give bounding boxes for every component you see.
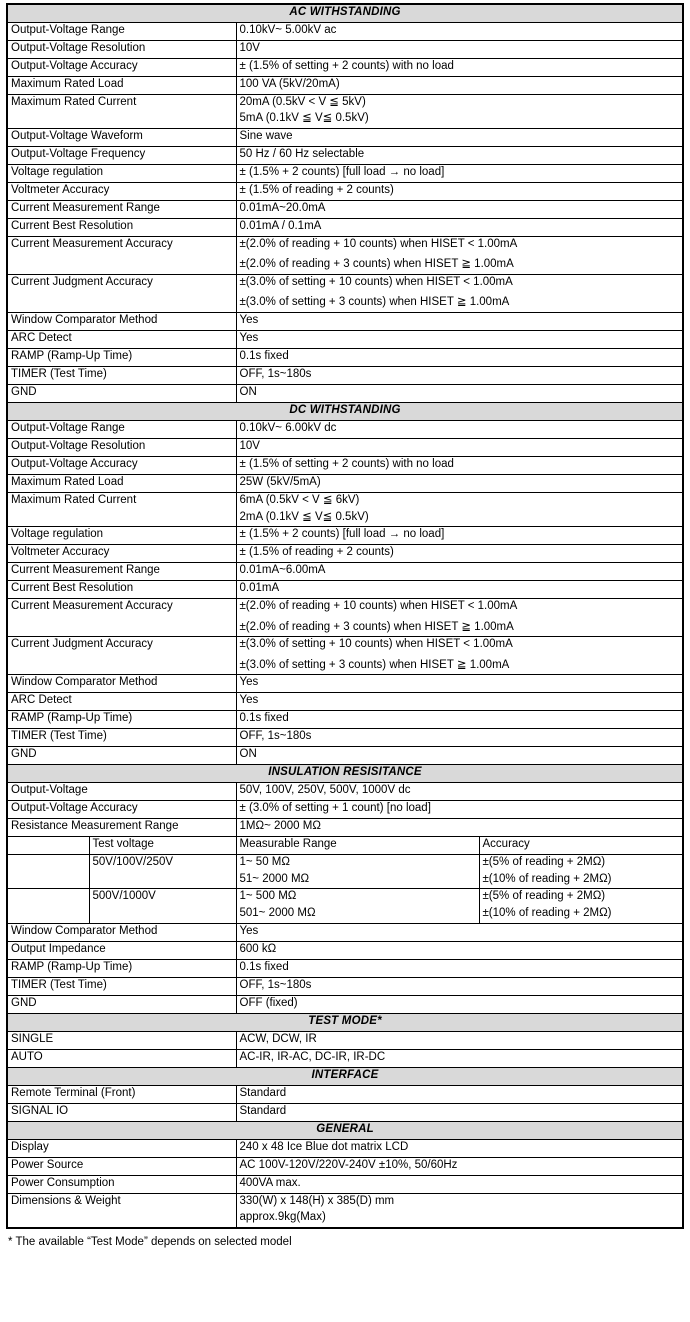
spec-row bbox=[7, 675, 683, 693]
section-title: AC WITHSTANDING bbox=[7, 4, 683, 22]
spec-value bbox=[236, 94, 683, 128]
spec-row bbox=[7, 40, 683, 58]
spec-row bbox=[7, 348, 683, 366]
subtable-spacer-cell bbox=[7, 837, 89, 855]
spec-row bbox=[7, 164, 683, 182]
spec-row bbox=[7, 545, 683, 563]
spec-label: Output-Voltage Frequency bbox=[7, 146, 236, 164]
spec-label: Window Comparator Method bbox=[7, 675, 236, 693]
spec-value: ON bbox=[236, 747, 683, 765]
subtable-spacer-cell bbox=[7, 855, 89, 889]
section-title: INTERFACE bbox=[7, 1067, 683, 1085]
section-title: TEST MODE* bbox=[7, 1013, 683, 1031]
spec-value-line-1: ±(3.0% of setting + 10 counts) when HISET < 1.00mA bbox=[239, 275, 513, 288]
specifications-table bbox=[6, 3, 684, 1229]
spec-label: ARC Detect bbox=[7, 330, 236, 348]
spec-label: Output Impedance bbox=[7, 941, 236, 959]
subtable-header-test-voltage: Test voltage bbox=[89, 837, 236, 855]
spec-value: 25W (5kV/5mA) bbox=[236, 474, 683, 492]
spec-value: ± (1.5% + 2 counts) [full load → no load] bbox=[236, 527, 683, 545]
spec-row bbox=[7, 711, 683, 729]
spec-row bbox=[7, 384, 683, 402]
spec-value bbox=[236, 492, 683, 526]
spec-value-line-1: 20mA (0.5kV < V ≦ 5kV) bbox=[239, 95, 366, 108]
spec-value: 10V bbox=[236, 40, 683, 58]
spec-label: Dimensions & Weight bbox=[7, 1193, 236, 1228]
spec-row bbox=[7, 94, 683, 128]
spec-value bbox=[236, 1193, 683, 1228]
spec-value: ± (3.0% of setting + 1 count) [no load] bbox=[236, 801, 683, 819]
spec-value: 600 kΩ bbox=[236, 941, 683, 959]
spec-label: Power Consumption bbox=[7, 1175, 236, 1193]
spec-row bbox=[7, 923, 683, 941]
section-header-row bbox=[7, 1013, 683, 1031]
section-header-row bbox=[7, 1067, 683, 1085]
spec-label: Maximum Rated Load bbox=[7, 76, 236, 94]
spec-value-line-2: ±(3.0% of setting + 3 counts) when HISET ≧ 1.00mA bbox=[239, 658, 510, 671]
subtable-header-accuracy: Accuracy bbox=[479, 837, 683, 855]
spec-value-line-1: 6mA (0.5kV < V ≦ 6kV) bbox=[239, 493, 360, 506]
spec-label: Window Comparator Method bbox=[7, 312, 236, 330]
spec-value-line-2: 2mA (0.1kV ≦ V≦ 0.5kV) bbox=[239, 510, 369, 523]
spec-label: TIMER (Test Time) bbox=[7, 366, 236, 384]
spec-value: Yes bbox=[236, 330, 683, 348]
spec-row bbox=[7, 474, 683, 492]
spec-value: Standard bbox=[236, 1103, 683, 1121]
accuracy-line-1: ±(5% of reading + 2MΩ) bbox=[482, 856, 606, 869]
section-header-row bbox=[7, 402, 683, 420]
subtable-measurable-range bbox=[236, 855, 479, 889]
spec-row bbox=[7, 819, 683, 837]
spec-row bbox=[7, 581, 683, 599]
subtable-test-voltage: 50V/100V/250V bbox=[89, 855, 236, 889]
spec-label: SINGLE bbox=[7, 1031, 236, 1049]
spec-label: Maximum Rated Current bbox=[7, 94, 236, 128]
spec-value: 400VA max. bbox=[236, 1175, 683, 1193]
spec-row bbox=[7, 146, 683, 164]
spec-row bbox=[7, 274, 683, 312]
spec-label: Output-Voltage Resolution bbox=[7, 438, 236, 456]
spec-value: OFF, 1s~180s bbox=[236, 977, 683, 995]
spec-value: 100 VA (5kV/20mA) bbox=[236, 76, 683, 94]
spec-label: RAMP (Ramp-Up Time) bbox=[7, 959, 236, 977]
spec-label: Display bbox=[7, 1139, 236, 1157]
spec-label: Window Comparator Method bbox=[7, 923, 236, 941]
subtable-row bbox=[7, 889, 683, 923]
spec-value: Yes bbox=[236, 312, 683, 330]
spec-row bbox=[7, 1031, 683, 1049]
spec-value-line-2: ±(2.0% of reading + 3 counts) when HISET ≧ 1.00mA bbox=[239, 620, 514, 633]
spec-value: 0.1s fixed bbox=[236, 959, 683, 977]
spec-value: 1MΩ~ 2000 MΩ bbox=[236, 819, 683, 837]
spec-row bbox=[7, 22, 683, 40]
spec-value-line-1: ±(2.0% of reading + 10 counts) when HISET < 1.00mA bbox=[239, 600, 518, 613]
spec-row bbox=[7, 200, 683, 218]
spec-label: GND bbox=[7, 747, 236, 765]
spec-row bbox=[7, 420, 683, 438]
spec-label: Output-Voltage Range bbox=[7, 22, 236, 40]
spec-label: Current Measurement Range bbox=[7, 563, 236, 581]
measurable-range-line-1: 1~ 50 MΩ bbox=[239, 856, 290, 869]
spec-value bbox=[236, 236, 683, 274]
spec-label: Maximum Rated Load bbox=[7, 474, 236, 492]
subtable-spacer-cell bbox=[7, 889, 89, 923]
spec-value: 240 x 48 Ice Blue dot matrix LCD bbox=[236, 1139, 683, 1157]
accuracy-line-2: ±(10% of reading + 2MΩ) bbox=[482, 872, 612, 885]
spec-label: Voltmeter Accuracy bbox=[7, 182, 236, 200]
spec-row bbox=[7, 527, 683, 545]
spec-value: Yes bbox=[236, 675, 683, 693]
spec-row bbox=[7, 438, 683, 456]
subtable-accuracy bbox=[479, 855, 683, 889]
spec-label: GND bbox=[7, 384, 236, 402]
spec-label: Maximum Rated Current bbox=[7, 492, 236, 526]
spec-label: Current Judgment Accuracy bbox=[7, 637, 236, 675]
section-header-row bbox=[7, 4, 683, 22]
spec-label: Current Best Resolution bbox=[7, 581, 236, 599]
spec-row bbox=[7, 236, 683, 274]
spec-value bbox=[236, 274, 683, 312]
spec-row bbox=[7, 977, 683, 995]
spec-value: ± (1.5% of setting + 2 counts) with no load bbox=[236, 58, 683, 76]
section-header-row bbox=[7, 765, 683, 783]
spec-value: OFF, 1s~180s bbox=[236, 729, 683, 747]
spec-row bbox=[7, 995, 683, 1013]
spec-value: AC-IR, IR-AC, DC-IR, IR-DC bbox=[236, 1049, 683, 1067]
spec-row bbox=[7, 128, 683, 146]
spec-row bbox=[7, 637, 683, 675]
spec-value: 0.01mA bbox=[236, 581, 683, 599]
spec-label: Voltage regulation bbox=[7, 527, 236, 545]
spec-value: Yes bbox=[236, 923, 683, 941]
spec-row bbox=[7, 783, 683, 801]
measurable-range-line-2: 51~ 2000 MΩ bbox=[239, 872, 310, 885]
spec-row bbox=[7, 941, 683, 959]
spec-value-line-2: approx.9kg(Max) bbox=[239, 1211, 326, 1224]
spec-value: ± (1.5% of reading + 2 counts) bbox=[236, 545, 683, 563]
spec-row bbox=[7, 1175, 683, 1193]
table-footnote: * The available “Test Mode” depends on selected model bbox=[8, 1235, 292, 1248]
spec-label: Output-Voltage bbox=[7, 783, 236, 801]
spec-row bbox=[7, 492, 683, 526]
spec-value-line-2: ±(2.0% of reading + 3 counts) when HISET ≧ 1.00mA bbox=[239, 258, 514, 271]
subtable-measurable-range bbox=[236, 889, 479, 923]
spec-label: ARC Detect bbox=[7, 693, 236, 711]
spec-value: ON bbox=[236, 384, 683, 402]
spec-value: 0.01mA / 0.1mA bbox=[236, 218, 683, 236]
spec-value bbox=[236, 637, 683, 675]
spec-row bbox=[7, 599, 683, 637]
spec-label: Output-Voltage Accuracy bbox=[7, 801, 236, 819]
spec-row bbox=[7, 76, 683, 94]
spec-value: Sine wave bbox=[236, 128, 683, 146]
spec-value: 0.10kV~ 5.00kV ac bbox=[236, 22, 683, 40]
spec-value: 50V, 100V, 250V, 500V, 1000V dc bbox=[236, 783, 683, 801]
spec-row bbox=[7, 1085, 683, 1103]
spec-value-line-2: 5mA (0.1kV ≦ V≦ 0.5kV) bbox=[239, 112, 369, 125]
spec-row bbox=[7, 959, 683, 977]
spec-row bbox=[7, 1103, 683, 1121]
spec-label: Resistance Measurement Range bbox=[7, 819, 236, 837]
spec-label: AUTO bbox=[7, 1049, 236, 1067]
spec-label: TIMER (Test Time) bbox=[7, 729, 236, 747]
spec-value-line-2: ±(3.0% of setting + 3 counts) when HISET ≧ 1.00mA bbox=[239, 296, 510, 309]
spec-value: 0.1s fixed bbox=[236, 711, 683, 729]
spec-value: 0.01mA~20.0mA bbox=[236, 200, 683, 218]
spec-value: ACW, DCW, IR bbox=[236, 1031, 683, 1049]
spec-value: 10V bbox=[236, 438, 683, 456]
measurable-range-line-1: 1~ 500 MΩ bbox=[239, 890, 297, 903]
spec-value: 0.10kV~ 6.00kV dc bbox=[236, 420, 683, 438]
spec-row bbox=[7, 801, 683, 819]
spec-label: Output-Voltage Accuracy bbox=[7, 456, 236, 474]
spec-label: RAMP (Ramp-Up Time) bbox=[7, 711, 236, 729]
spec-label: SIGNAL IO bbox=[7, 1103, 236, 1121]
spec-row bbox=[7, 747, 683, 765]
spec-label: Current Judgment Accuracy bbox=[7, 274, 236, 312]
spec-value bbox=[236, 599, 683, 637]
spec-label: GND bbox=[7, 995, 236, 1013]
spec-value: ± (1.5% of setting + 2 counts) with no load bbox=[236, 456, 683, 474]
spec-label: Voltmeter Accuracy bbox=[7, 545, 236, 563]
spec-row bbox=[7, 312, 683, 330]
spec-row bbox=[7, 1049, 683, 1067]
spec-value: Yes bbox=[236, 693, 683, 711]
measurable-range-line-2: 501~ 2000 MΩ bbox=[239, 907, 316, 919]
subtable-header-measurable-range: Measurable Range bbox=[236, 837, 479, 855]
spec-label: Voltage regulation bbox=[7, 164, 236, 182]
spec-value: 0.1s fixed bbox=[236, 348, 683, 366]
spec-value: OFF, 1s~180s bbox=[236, 366, 683, 384]
spec-value-line-1: ±(3.0% of setting + 10 counts) when HISET < 1.00mA bbox=[239, 638, 513, 651]
spec-label: Current Measurement Accuracy bbox=[7, 236, 236, 274]
spec-row bbox=[7, 1157, 683, 1175]
spec-row bbox=[7, 1139, 683, 1157]
spec-value: AC 100V-120V/220V-240V ±10%, 50/60Hz bbox=[236, 1157, 683, 1175]
spec-value: ± (1.5% + 2 counts) [full load → no load] bbox=[236, 164, 683, 182]
spec-value: 50 Hz / 60 Hz selectable bbox=[236, 146, 683, 164]
spec-row bbox=[7, 58, 683, 76]
section-title: GENERAL bbox=[7, 1121, 683, 1139]
spec-value-line-1: ±(2.0% of reading + 10 counts) when HISET < 1.00mA bbox=[239, 237, 518, 250]
spec-label: TIMER (Test Time) bbox=[7, 977, 236, 995]
spec-row bbox=[7, 366, 683, 384]
spec-value: Standard bbox=[236, 1085, 683, 1103]
spec-label: Output-Voltage Resolution bbox=[7, 40, 236, 58]
spec-row bbox=[7, 563, 683, 581]
subtable-header-row bbox=[7, 837, 683, 855]
spec-label: Current Best Resolution bbox=[7, 218, 236, 236]
spec-label: Current Measurement Range bbox=[7, 200, 236, 218]
spec-label: Output-Voltage Range bbox=[7, 420, 236, 438]
spec-label: Output-Voltage Waveform bbox=[7, 128, 236, 146]
section-title: INSULATION RESISITANCE bbox=[7, 765, 683, 783]
accuracy-line-2: ±(10% of reading + 2MΩ) bbox=[482, 907, 612, 919]
spec-row bbox=[7, 456, 683, 474]
spec-label: RAMP (Ramp-Up Time) bbox=[7, 348, 236, 366]
spec-value: ± (1.5% of reading + 2 counts) bbox=[236, 182, 683, 200]
section-header-row bbox=[7, 1121, 683, 1139]
subtable-accuracy bbox=[479, 889, 683, 923]
spec-row bbox=[7, 729, 683, 747]
spec-value-line-1: 330(W) x 148(H) x 385(D) mm bbox=[239, 1194, 395, 1207]
spec-label: Remote Terminal (Front) bbox=[7, 1085, 236, 1103]
subtable-row bbox=[7, 855, 683, 889]
accuracy-line-1: ±(5% of reading + 2MΩ) bbox=[482, 890, 606, 903]
spec-row bbox=[7, 182, 683, 200]
spec-label: Output-Voltage Accuracy bbox=[7, 58, 236, 76]
spec-row bbox=[7, 330, 683, 348]
spec-row bbox=[7, 218, 683, 236]
spec-label: Power Source bbox=[7, 1157, 236, 1175]
spec-label: Current Measurement Accuracy bbox=[7, 599, 236, 637]
section-title: DC WITHSTANDING bbox=[7, 402, 683, 420]
spec-row bbox=[7, 693, 683, 711]
spec-value: OFF (fixed) bbox=[236, 995, 683, 1013]
spec-row bbox=[7, 1193, 683, 1228]
subtable-test-voltage: 500V/1000V bbox=[89, 889, 236, 923]
spec-value: 0.01mA~6.00mA bbox=[236, 563, 683, 581]
